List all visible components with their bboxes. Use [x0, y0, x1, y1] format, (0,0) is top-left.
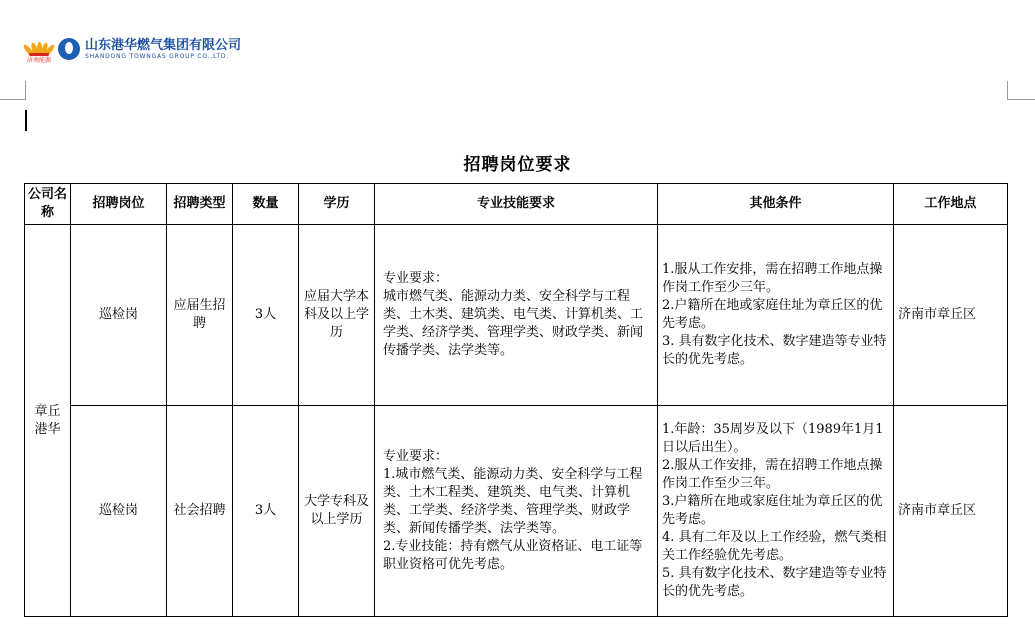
- company-name-cn: 山东港华燃气集团有限公司: [85, 37, 242, 53]
- header-position: 招聘岗位: [71, 184, 167, 225]
- page-title: 招聘岗位要求: [463, 155, 572, 175]
- header-education: 学历: [299, 184, 375, 225]
- margin-mark: [1007, 81, 1008, 100]
- header-conditions: 其他条件: [658, 184, 894, 225]
- skills-cell: 专业要求： 1.城市燃气类、能源动力类、安全科学与工程类、土木工程类、建筑类、电气类、计算机类、工学类、经济学类、管理学类、财政学类、新闻传播学类、法学类等。 2.专业技能：持有燃气从业资格证、电工证等职业资格可优先考虑。: [375, 406, 658, 617]
- header-skills: 专业技能要求: [375, 184, 658, 225]
- type-cell: 应届生招聘: [167, 225, 233, 406]
- table-row: [25, 225, 1008, 406]
- table-header-row: [25, 184, 1008, 225]
- header-company: 公司名称: [25, 184, 71, 225]
- margin-mark: [1007, 99, 1035, 100]
- count-cell: 3人: [233, 225, 299, 406]
- type-cell: 社会招聘: [167, 406, 233, 617]
- position-cell: 巡检岗: [71, 225, 167, 406]
- conditions-cell: 1.服从工作安排，需在招聘工作地点操作岗工作至少三年。 2.户籍所在地或家庭住址为章丘区的优先考虑。 3. 具有数字化技术、数字建造等专业特长的优先考虑。: [658, 225, 894, 406]
- company-header: [26, 34, 241, 64]
- margin-mark: [25, 81, 26, 100]
- education-cell: 大学专科及以上学历: [299, 406, 375, 617]
- count-cell: 3人: [233, 406, 299, 617]
- education-cell: 应届大学本科及以上学历: [299, 225, 375, 406]
- margin-mark: [0, 99, 26, 100]
- logo-sub-text: 济南能源: [26, 57, 51, 64]
- position-cell: 巡检岗: [71, 406, 167, 617]
- table-row: [25, 406, 1008, 617]
- header-location: 工作地点: [894, 184, 1008, 225]
- location-cell: 济南市章丘区: [894, 225, 1008, 406]
- skills-cell: 专业要求： 城市燃气类、能源动力类、安全科学与工程类、土木类、建筑类、电气类、计算机类、工学类、经济学类、管理学类、财政学类、新闻传播学类、法学类等。: [375, 225, 658, 406]
- location-cell: 济南市章丘区: [894, 406, 1008, 617]
- jinan-energy-logo: [26, 34, 52, 64]
- company-cell: 章丘港华: [25, 225, 71, 617]
- recruitment-table: [24, 183, 1008, 617]
- towngas-logo-icon: [58, 38, 80, 60]
- company-name-en: SHANDONG TOWNGAS GROUP CO.,LTD.: [85, 52, 230, 60]
- header-type: 招聘类型: [167, 184, 233, 225]
- text-cursor[interactable]: [25, 110, 27, 131]
- conditions-cell: 1.年龄：35周岁及以下（1989年1月1日以后出生）。 2.服从工作安排，需在招聘工作地点操作岗工作至少三年。 3.户籍所在地或家庭住址为章丘区的优先考虑。 4. 具有二年及以上工作经验，燃气类相关工作经验优先考虑。 5. 具有数字化技术、数字建造等专业特长的优先考虑。: [658, 406, 894, 617]
- header-count: 数量: [233, 184, 299, 225]
